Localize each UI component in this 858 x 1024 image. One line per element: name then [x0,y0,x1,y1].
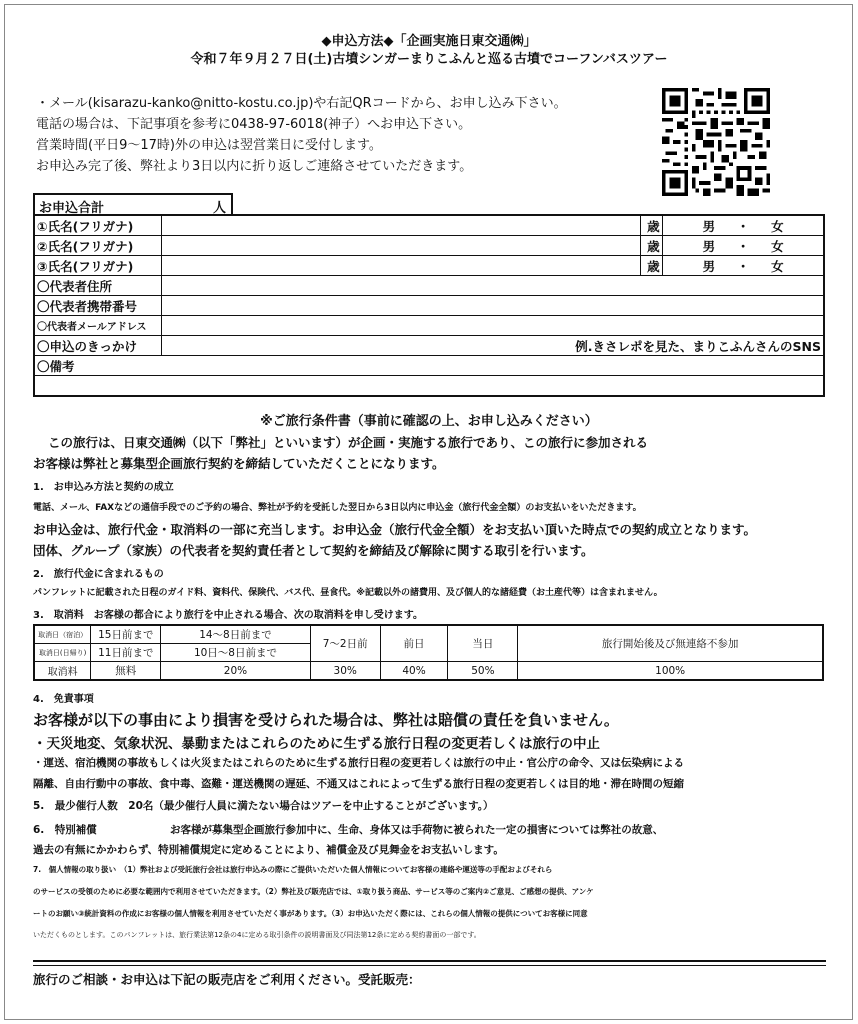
section-6-line-1: お客様が募集型企画旅行参加中に、生命、身体又は手荷物に被られた一定の損害については弊社の故意、 [170,824,664,836]
conditions-lead-1: この旅行は、日東交通㈱（以下「弊社」といいます）が企画・実施する旅行であり、この旅行に参加される [48,435,649,450]
male-option[interactable]: 男 [702,258,716,274]
section-7-line-4: いただくものとします。このパンフレットは、旅行業法第12条の4に定める取引条件の説明書面及び同法第12条に定める契約書面の一部です。 [33,931,481,939]
trigger-label: 〇申込のきっかけ [34,336,162,356]
phone-row [34,296,824,316]
address-input[interactable] [162,276,824,296]
footer-text: 旅行のご相談・お申込は下記の販売店をご利用ください。受託販売： [33,972,421,987]
section-2-title: 2. 旅行代金に含まれるもの [33,569,164,580]
intro-email-line: ・メール(kisarazu-kanko@nitto-kostu.co.jp)や右記QRコードから、お申し込み下さい。 [36,96,567,111]
section-4-title: 4. 免責事項 [33,694,94,705]
age-label-3[interactable]: 歳 [640,256,662,276]
section-4-line-2: 隔離、自由行動中の事故、食中毒、盗難・運送機関の遅延、不通又はこれによって生ずる旅行日程の変更若しくは目的地・滞在時間の短縮 [33,778,684,790]
qr-code-icon[interactable] [662,88,770,196]
name-input-1[interactable] [162,215,640,236]
gender-field-3[interactable] [662,256,824,276]
age-label-1[interactable]: 歳 [640,215,662,236]
name-input-2[interactable] [162,236,640,256]
notes-label: 〇備考 [34,356,162,376]
section-7-line-3: ートのお願い③統計資料の作成にお客様の個人情報を利用させていただく事があります。（3）お申込いただく際には、これらの個人情報の提供についてお客様に同意 [33,909,588,918]
fee-row2-label: 取消日(日帰り) [34,644,91,662]
fee-30: 30% [310,662,380,681]
fee-free: 無料 [91,662,161,681]
name-row-2 [34,236,824,256]
fee-col-7-2: 7～2日前 [310,625,380,662]
total-label: お申込合計 [39,201,105,216]
footer-divider [33,960,826,962]
header-title: ◆申込方法◆「企画実施日東交通㈱」 [321,34,537,49]
total-participants-box [33,193,233,215]
trigger-row [34,336,824,356]
separator-dot: ・ [736,238,750,254]
section-7-line-1: 7. 個人情報の取り扱い （1）弊社および受託旅行会社は旅行申込みの際にご提供いただいた個人情報についてお客様の連絡や運送等の手配およびそれら [33,865,553,874]
total-unit: 人 [213,201,227,216]
fee-row2-c1: 11日前まで [91,644,161,662]
fee-row1-c1: 15日前まで [91,625,161,644]
name-row-3 [34,256,824,276]
fee-100: 100% [518,662,823,681]
male-option[interactable]: 男 [702,238,716,254]
separator-dot: ・ [736,258,750,274]
intro-phone-line: 電話の場合は、下記事項を参考に0438-97-6018(神子）へお申込下さい。 [36,117,472,132]
conditions-heading: ※ご旅行条件書（事前に確認の上、お申し込みください） [260,414,598,429]
fee-50: 50% [448,662,518,681]
fee-row3-label: 取消料 [34,662,91,681]
notes-extra-input[interactable] [34,376,824,397]
intro-hours-line: 営業時間(平日9～17時)外の申込は翌営業日に受付します。 [36,138,382,153]
footer-divider-thin [33,965,826,966]
separator-dot: ・ [736,218,750,234]
section-4-line-1: ・運送、宿泊機関の事故もしくは火災またはこれらのために生ずる旅行日程の変更若しくは旅行の中止・官公庁の命令、又は伝染病による [33,757,684,769]
section-4-disclaimer: お客様が以下の事由により損害を受けられた場合は、弊社は賠償の責任を負いません。 [33,711,619,729]
section-1-line-2: お申込金は、旅行代金・取消料の一部に充当します。お申込金（旅行代金全額）をお支払い頂いた時点での契約成立となります。 [33,522,757,537]
male-option[interactable]: 男 [702,218,716,234]
section-4-bullet: ・天災地変、気象状況、暴動またはこれらのために生ずる旅行日程の変更若しくは旅行の中止 [33,736,600,752]
section-3-title: 3. 取消料 お客様の都合により旅行を中止される場合、次の取消料を申し受けます。 [33,610,423,621]
name-label-2: ②氏名(フリガナ) [34,236,162,256]
application-form [33,214,825,397]
section-1-line-3: 団体、グループ（家族）の代表者を契約責任者として契約を締結及び解除に関する取引を行います。 [33,543,594,558]
fee-col-after: 旅行開始後及び無連絡不参加 [518,625,823,662]
name-row-1 [34,215,824,236]
notes-row [34,356,824,376]
name-input-3[interactable] [162,256,640,276]
notes-input[interactable] [162,356,824,376]
name-label-1: ①氏名(フリガナ) [34,215,162,236]
fee-row1-c2: 14～8日前まで [161,625,311,644]
gender-field-2[interactable] [662,236,824,256]
age-label-2[interactable]: 歳 [640,236,662,256]
fee-row1-label: 取消日（宿泊） [34,625,91,644]
female-option[interactable]: 女 [771,238,784,254]
fee-col-day: 当日 [448,625,518,662]
address-row [34,276,824,296]
section-5: 5. 最少催行人数 20名（最少催行人員に満たない場合はツアーを中止することがございます。） [33,800,494,812]
female-option[interactable]: 女 [771,258,784,274]
phone-input[interactable] [162,296,824,316]
section-7-line-2: のサービスの受領のために必要な範囲内で利用させていただきます。（2）弊社及び販売店では、①取り扱う商品、サービス等のご案内②ご意見、ご感想の提供、アンケ [33,887,594,896]
tour-title: 令和７年９月２７日(土)古墳シンガーまりこふんと巡る古墳でコーフンバスツアー [190,52,668,67]
fee-row2-c2: 10日～8日前まで [161,644,311,662]
section-6-title: 6. 特別補償 [33,824,97,836]
fee-40: 40% [380,662,448,681]
section-6-line-2: 過去の有無にかかわらず、特別補償規定に定めることにより、補償金及び見舞金をお支払いします。 [33,844,504,856]
section-1-line-1: 電話、メール、FAXなどの通信手段でのご予約の場合、弊社が予約を受託した翌日から3日以内に申込金（旅行代金全額）のお支払いをいただきます。 [33,503,642,513]
email-input[interactable] [162,316,824,336]
gender-field-1[interactable] [662,215,824,236]
name-label-3: ③氏名(フリガナ) [34,256,162,276]
intro-reply-line: お申込み完了後、弊社より3日以内に折り返しご連絡させていただきます。 [36,159,473,174]
conditions-lead-2: お客様は弊社と募集型企画旅行契約を締結していただくことになります。 [33,456,445,471]
cancellation-fee-table [33,624,824,681]
section-1-title: 1. お申込み方法と契約の成立 [33,482,174,493]
address-label: 〇代表者住所 [34,276,162,296]
fee-col-prev: 前日 [380,625,448,662]
email-row [34,316,824,336]
female-option[interactable]: 女 [771,218,784,234]
fee-20: 20% [161,662,311,681]
phone-label: 〇代表者携帯番号 [34,296,162,316]
trigger-input[interactable]: 例.きさレポを見た、まりこふんさんのSNS [162,336,824,356]
email-label: 〇代表者メールアドレス [34,316,162,336]
notes-extra-row [34,376,824,397]
section-2-line-1: パンフレットに記載された日程のガイド料、資料代、保険代、バス代、昼食代。※記載以外の諸費用、及び個人的な諸経費（お土産代等）は含まれません。 [33,588,663,598]
